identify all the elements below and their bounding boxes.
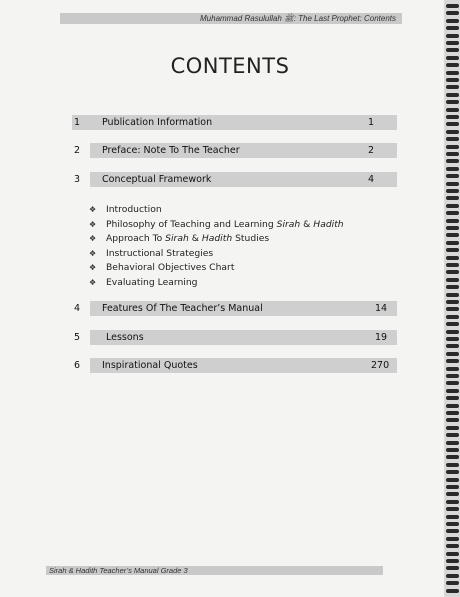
spiral-coil: [446, 381, 459, 385]
toc-entry-publication-information[interactable]: [72, 115, 397, 130]
spiral-coil: [446, 233, 459, 237]
running-header: [60, 13, 402, 24]
spiral-coil: [446, 78, 459, 82]
spiral-coil: [446, 441, 459, 445]
spiral-coil: [446, 307, 459, 311]
spiral-coil: [446, 470, 459, 474]
toc-entry-page: 270: [371, 360, 390, 371]
spiral-coil: [446, 182, 459, 186]
diamond-bullet-icon: ❖: [89, 205, 97, 214]
diamond-bullet-icon: ❖: [89, 263, 97, 272]
subitem-instructional-strategies[interactable]: ❖ Instructional Strategies: [89, 247, 344, 262]
spiral-coil: [446, 11, 459, 15]
spiral-coil: [446, 130, 459, 134]
spiral-coil: [446, 93, 459, 97]
spiral-coil: [446, 71, 459, 75]
spiral-binding: [444, 0, 460, 597]
toc-entry-number: 3: [74, 174, 81, 185]
spiral-coil: [446, 4, 459, 8]
toc-entry-label: Preface: Note To The Teacher: [102, 145, 240, 156]
spiral-coil: [446, 145, 459, 149]
spiral-coil: [446, 256, 459, 260]
spiral-coil: [446, 581, 459, 585]
spiral-coil: [446, 48, 459, 52]
spiral-coil: [446, 411, 459, 415]
toc-entry-label: Features Of The Teacher’s Manual: [102, 303, 263, 314]
spiral-coil: [446, 455, 459, 459]
subitem-evaluating-learning[interactable]: ❖ Evaluating Learning: [89, 276, 344, 291]
spiral-coil: [446, 204, 459, 208]
subitem-philosophy[interactable]: ❖ Philosophy of Teaching and Learning Sirah & Hadith: [89, 218, 344, 233]
spiral-coil: [446, 315, 459, 319]
spiral-coil: [446, 159, 459, 163]
spiral-coil: [446, 463, 459, 467]
toc-entry-conceptual-framework[interactable]: [72, 172, 397, 187]
spiral-coil: [446, 300, 459, 304]
running-footer: [46, 566, 383, 575]
spiral-coil: [446, 492, 459, 496]
spiral-coil: [446, 374, 459, 378]
spiral-coil: [446, 189, 459, 193]
spiral-coil: [446, 85, 459, 89]
toc-entry-page: 14: [375, 303, 388, 314]
spiral-coil: [446, 352, 459, 356]
diamond-bullet-icon: ❖: [89, 277, 97, 287]
toc-entry-page: 2: [368, 145, 375, 156]
spiral-coil: [446, 56, 459, 60]
spiral-coil: [446, 263, 459, 267]
toc-entry-page: 1: [368, 117, 375, 128]
spiral-coil: [446, 241, 459, 245]
spiral-coil: [446, 529, 459, 533]
spiral-coil: [446, 448, 459, 452]
spiral-coil: [446, 152, 459, 156]
spiral-coil: [446, 196, 459, 200]
toc-entry-inspirational-quotes[interactable]: [72, 358, 397, 373]
toc-entry-page: 19: [375, 332, 388, 343]
spiral-coil: [446, 559, 459, 563]
toc-entry-page: 4: [368, 174, 375, 185]
running-footer-title: Sirah & Hadith Teacher’s Manual Grade 3: [49, 566, 188, 575]
spiral-coil: [446, 26, 459, 30]
toc-entry-number: 4: [74, 303, 81, 314]
spiral-coil: [446, 396, 459, 400]
toc-entry-label: Publication Information: [102, 117, 213, 128]
diamond-bullet-icon: ❖: [89, 248, 97, 258]
spiral-coil: [446, 100, 459, 104]
subitem-approach[interactable]: ❖ Approach To Sirah & Hadith Studies: [89, 232, 344, 247]
spiral-coil: [446, 507, 459, 511]
spiral-coil: [446, 293, 459, 297]
page-title: CONTENTS: [170, 54, 290, 78]
subitem-behavioral-objectives[interactable]: ❖ Behavioral Objectives Chart: [89, 261, 344, 276]
running-header-title: Muhammad Rasulullah ﷺ: The Last Prophet: Contents: [200, 14, 396, 23]
spiral-coil: [446, 122, 459, 126]
spiral-coil: [446, 544, 459, 548]
spiral-coil: [446, 552, 459, 556]
spiral-coil: [446, 566, 459, 570]
spiral-coil: [446, 515, 459, 519]
spiral-coil: [446, 574, 459, 578]
toc-entry-features[interactable]: [72, 301, 397, 316]
spiral-coil: [446, 63, 459, 67]
spiral-coil: [446, 211, 459, 215]
toc-entry-number: 1: [74, 117, 81, 128]
spiral-coil: [446, 433, 459, 437]
toc-entry-lessons[interactable]: [72, 330, 397, 345]
toc-entry-label: Conceptual Framework: [102, 174, 212, 185]
spiral-coil: [446, 418, 459, 422]
spiral-coil: [446, 226, 459, 230]
spiral-coil: [446, 389, 459, 393]
spiral-coil: [446, 167, 459, 171]
diamond-bullet-icon: ❖: [89, 219, 97, 229]
spiral-coil: [446, 478, 459, 482]
spiral-coil: [446, 359, 459, 363]
spiral-coil: [446, 19, 459, 23]
spiral-coil: [446, 137, 459, 141]
subitem-introduction[interactable]: ❖ Introduction: [89, 203, 344, 218]
spiral-coil: [446, 500, 459, 504]
spiral-coil: [446, 322, 459, 326]
diamond-bullet-icon: ❖: [89, 234, 97, 243]
spiral-coil: [446, 330, 459, 334]
spiral-coil: [446, 108, 459, 112]
spiral-coil: [446, 219, 459, 223]
spiral-coil: [446, 589, 459, 593]
spiral-coil: [446, 34, 459, 38]
spiral-coil: [446, 285, 459, 289]
spiral-coil: [446, 278, 459, 282]
spiral-coil: [446, 426, 459, 430]
spiral-coil: [446, 115, 459, 119]
toc-entry-number: 5: [74, 332, 81, 343]
spiral-coil: [446, 270, 459, 274]
toc-entry-label: Inspirational Quotes: [102, 360, 198, 371]
spiral-coil: [446, 367, 459, 371]
toc-entry-number: 6: [74, 360, 81, 371]
spiral-coil: [446, 41, 459, 45]
spiral-coil: [446, 174, 459, 178]
spiral-coil: [446, 404, 459, 408]
spiral-coil: [446, 337, 459, 341]
spiral-coil: [446, 485, 459, 489]
toc-entry-label: Lessons: [106, 332, 144, 343]
toc-entry-preface[interactable]: [72, 143, 397, 158]
conceptual-framework-subitems: [89, 203, 344, 290]
spiral-coil: [446, 248, 459, 252]
spiral-coil: [446, 537, 459, 541]
spiral-coil: [446, 344, 459, 348]
spiral-coil: [446, 522, 459, 526]
toc-entry-number: 2: [74, 145, 81, 156]
